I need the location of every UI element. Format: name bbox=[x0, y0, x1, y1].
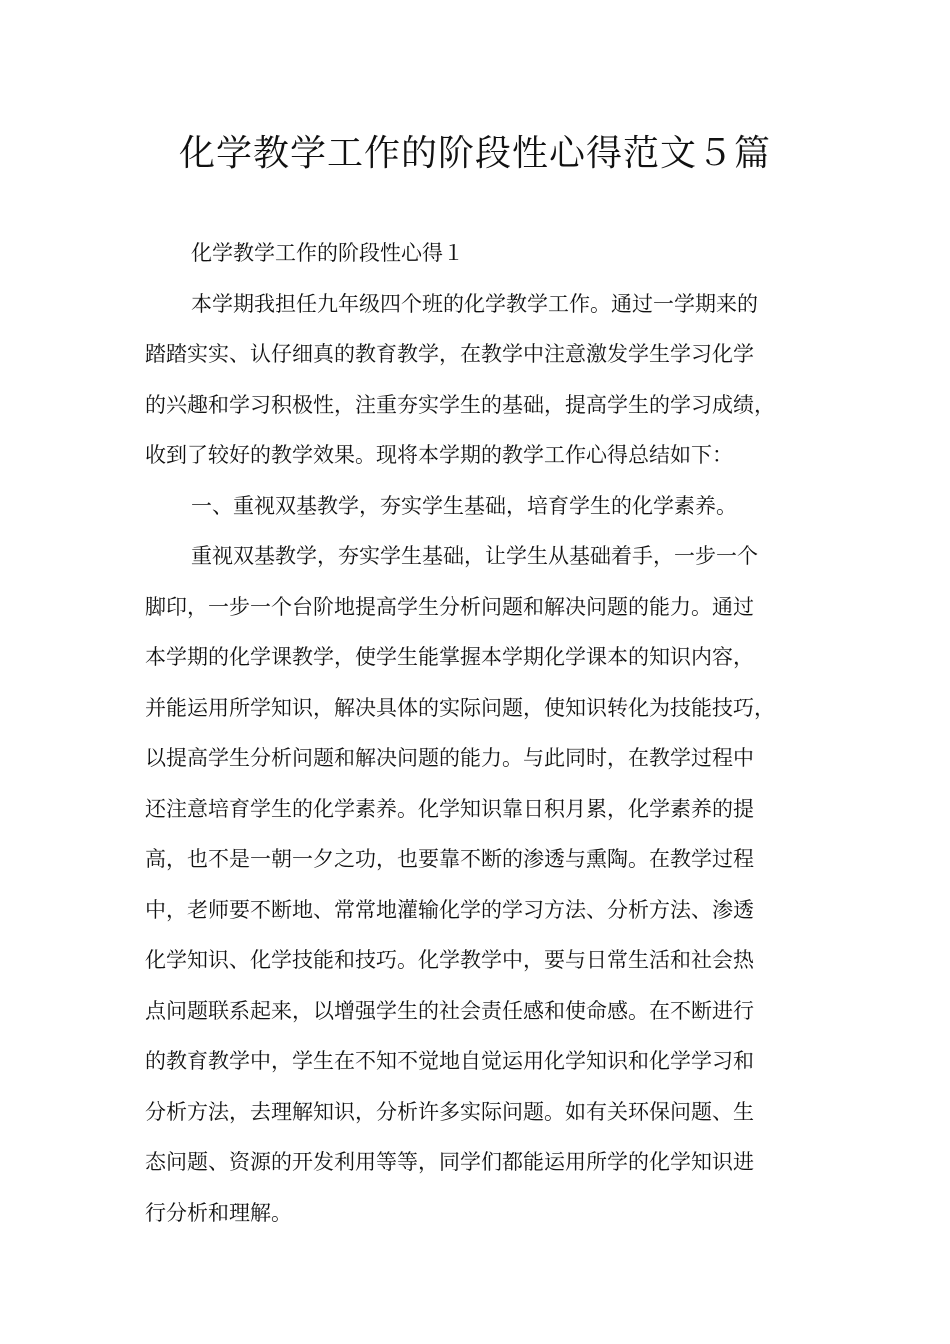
text-line: 并能运用所学知识，解决具体的实际问题，使知识转化为技能技巧， bbox=[145, 695, 775, 720]
text-line: 高，也不是一朝一夕之功，也要靠不断的渗透与熏陶。在教学过程 bbox=[145, 847, 754, 871]
text-line: 化学知识、化学技能和技巧。化学教学中，要与日常生活和社会热 bbox=[145, 948, 754, 972]
text-line: 一、重视双基教学，夯实学生基础，培育学生的化学素养。 bbox=[191, 493, 737, 518]
document-body bbox=[145, 228, 815, 1238]
text-line: 分析方法，去理解知识，分析许多实际问题。如有关环保问题、生 bbox=[145, 1099, 754, 1124]
text-line: 的教育教学中，学生在不知不觉地自觉运用化学知识和化学学习和 bbox=[145, 1049, 754, 1073]
text-line: 点问题联系起来，以增强学生的社会责任感和使命感。在不断进行 bbox=[145, 998, 754, 1023]
text-line: 态问题、资源的开发利用等等，同学们都能运用所学的化学知识进 bbox=[145, 1150, 754, 1174]
text-line: 行分析和理解。 bbox=[145, 1200, 292, 1225]
text-line: 本学期的化学课教学，使学生能掌握本学期化学课本的知识内容， bbox=[145, 645, 754, 669]
text-line: 脚印，一步一个台阶地提高学生分析问题和解决问题的能力。通过 bbox=[145, 594, 754, 619]
text-line: 中，老师要不断地、常常地灌输化学的学习方法、分析方法、渗透 bbox=[145, 897, 754, 922]
text-line: 重视双基教学，夯实学生基础，让学生从基础着手，一步一个 bbox=[191, 544, 758, 568]
text-line: 本学期我担任九年级四个班的化学教学工作。通过一学期来的 bbox=[191, 291, 758, 316]
text-line: 的兴趣和学习积极性，注重夯实学生的基础，提高学生的学习成绩， bbox=[145, 392, 775, 417]
document-title: 化学教学工作的阶段性心得范文５篇 bbox=[178, 133, 771, 174]
text-line: 还注意培育学生的化学素养。化学知识靠日积月累，化学素养的提 bbox=[145, 796, 754, 821]
text-line: 收到了较好的教学效果。现将本学期的教学工作心得总结如下： bbox=[145, 443, 733, 467]
text-line: 化学教学工作的阶段性心得１ bbox=[191, 241, 464, 265]
text-line: 以提高学生分析问题和解决问题的能力。与此同时，在教学过程中 bbox=[145, 746, 754, 770]
text-line: 踏踏实实、认仔细真的教育教学，在教学中注意激发学生学习化学 bbox=[145, 342, 754, 366]
